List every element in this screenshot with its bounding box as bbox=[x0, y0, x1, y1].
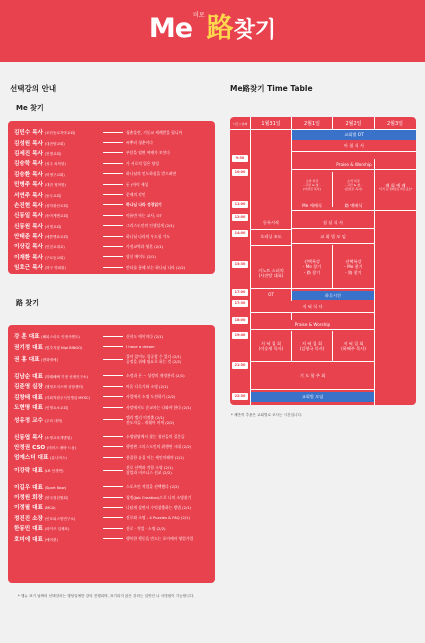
speaker-name bbox=[14, 149, 100, 157]
row-divider bbox=[251, 229, 292, 230]
lecture-topic: 부담을 털면 여배가 보인다 bbox=[126, 150, 170, 156]
day-header: 1월31일 bbox=[261, 121, 281, 127]
timetable-cell: 선택특강 - Me 찾기 - 路 찾기 bbox=[292, 251, 332, 283]
lecture-topic: 사망에서도 순교자는 나와야 한다 (2/1) bbox=[126, 404, 192, 410]
timetable-cell: 교 회 별 모 임 bbox=[292, 231, 374, 244]
speaker-name bbox=[14, 128, 100, 136]
lecture-item bbox=[14, 169, 209, 179]
timetable-title: Me路찾기 Time Table bbox=[230, 84, 313, 93]
connector-line bbox=[103, 246, 123, 247]
speaker-org: (한국청년협회) bbox=[44, 496, 69, 501]
timetable-cell: 등록시작 bbox=[251, 217, 291, 228]
connector-line bbox=[103, 256, 123, 257]
time-label: 22:30 bbox=[232, 393, 248, 400]
speaker-name bbox=[14, 416, 100, 424]
lecture-item bbox=[14, 523, 209, 533]
timetable-cell: Me 예배식 bbox=[292, 201, 332, 210]
lecture-item bbox=[14, 513, 209, 523]
speaker-org: (성주 치북항) bbox=[44, 162, 66, 167]
speaker-title: 엄예스더 대표 bbox=[14, 455, 49, 462]
speaker-name bbox=[14, 232, 100, 240]
timetable-corner: 시간 | 날짜 bbox=[232, 122, 248, 126]
speaker-title: 신동일 목사 bbox=[14, 213, 43, 220]
speaker-org: (에어편) bbox=[44, 537, 58, 542]
connector-line bbox=[103, 507, 123, 508]
lecture-topic: 진로와 소명 - 4 Puzzles & FAQ (2/1) bbox=[126, 515, 190, 521]
speaker-org: (인천교대교) bbox=[44, 245, 65, 250]
speaker-org: (하래해빠 기정 선세인구소) bbox=[44, 374, 88, 379]
speaker-title: 신동엽 목사 bbox=[14, 434, 43, 441]
column-divider bbox=[332, 117, 333, 130]
connector-line bbox=[103, 386, 123, 387]
timetable-cell: 하루시간 bbox=[292, 291, 374, 300]
column-divider bbox=[374, 117, 375, 130]
time-label: 18:00 bbox=[232, 317, 248, 324]
speaker-org: (주의 대학) bbox=[44, 418, 63, 423]
speaker-org: (구로동교회) bbox=[44, 255, 65, 260]
speaker-org: (행정초지스택 상담센터) bbox=[44, 385, 84, 390]
connector-line bbox=[103, 163, 123, 164]
speaker-org: (파이즈 입체표) bbox=[44, 527, 70, 532]
timetable-cell: 교회별 OT bbox=[292, 130, 416, 140]
timetable-cell: 소리 특강 - 고민 & 청 - (김진우 목사) bbox=[333, 172, 374, 200]
logo-miro: 미로 bbox=[193, 12, 205, 19]
connector-line bbox=[103, 225, 123, 226]
road-section-title: 路 찾기 bbox=[16, 299, 39, 307]
lecture-item bbox=[14, 231, 209, 241]
timetable-cell: 선택특강 - Me 찾기 - 路 찾기 bbox=[333, 251, 374, 283]
speaker-name bbox=[14, 524, 100, 532]
speaker-name bbox=[14, 201, 100, 209]
speaker-title: 이정원 회장 bbox=[14, 495, 43, 502]
lecture-item bbox=[14, 200, 209, 210]
speaker-org: (대전양교회) bbox=[44, 141, 65, 146]
speaker-org: (하구 학회원) bbox=[44, 266, 66, 271]
speaker-org: (사회적탄주식인생실 MYSC) bbox=[44, 395, 90, 400]
speaker-name bbox=[14, 466, 100, 474]
connector-line bbox=[103, 173, 123, 174]
lecture-item bbox=[14, 262, 209, 272]
me-lecture-list bbox=[8, 121, 215, 274]
lecture-topic: 소명답답에서 찾는 청년들의 질문들 bbox=[126, 433, 185, 439]
speaker-title: 이상길 목사 bbox=[14, 244, 43, 251]
time-label: 17:00 bbox=[232, 289, 248, 296]
lecture-item bbox=[14, 137, 209, 147]
lecture-topic: 나답게 살면서 수익창출하는 방법 (2/1) bbox=[126, 504, 192, 510]
connector-line bbox=[103, 528, 123, 529]
speaker-name bbox=[14, 242, 100, 250]
timetable-cell: 저 녁 집 회 (이승제 목사) bbox=[251, 332, 291, 360]
lecture-topic: 씨뿌러 청춘이다 bbox=[126, 140, 153, 146]
lecture-topic: 가정교역과 영혼 (2/1) bbox=[126, 243, 164, 249]
speaker-title: 한동민 대표 bbox=[14, 526, 43, 533]
lecture-topic: 진로 · 적업 · 소명 (2/2) bbox=[126, 525, 166, 531]
header-banner bbox=[0, 0, 425, 62]
timetable-cell: Praise & Worship bbox=[251, 320, 374, 330]
time-label: 14:00 bbox=[232, 230, 248, 237]
connector-line bbox=[103, 407, 123, 408]
lecture-item bbox=[14, 463, 209, 478]
speaker-title: 김남순 대표 bbox=[14, 373, 43, 380]
lecture-item bbox=[14, 533, 209, 543]
connector-line bbox=[103, 142, 123, 143]
lecture-item bbox=[14, 252, 209, 262]
day-header: 2월1일 bbox=[303, 121, 321, 127]
lecture-item bbox=[14, 179, 209, 189]
lecture-topic: 스포츠인 적업을 선택했다 (2/2) bbox=[126, 484, 180, 490]
speaker-org: (어생구교회) bbox=[44, 172, 65, 177]
speaker-org: (동두교회) bbox=[44, 193, 62, 198]
speaker-title: 민병주 목사 bbox=[14, 182, 43, 189]
connector-line bbox=[103, 236, 123, 237]
speaker-name bbox=[14, 403, 100, 411]
speaker-title: 안정권 CSO bbox=[14, 444, 46, 451]
connector-line bbox=[103, 132, 123, 133]
connector-line bbox=[103, 396, 123, 397]
lecture-topic: 엘리 엘리 이정출 (2/1) 전도자들 - 개쉐어 비색 (2/2) bbox=[126, 414, 175, 425]
lecture-item bbox=[14, 442, 209, 452]
speaker-name bbox=[14, 355, 100, 363]
speaker-name bbox=[14, 211, 100, 219]
speaker-title: 이재환 목사 bbox=[14, 254, 43, 261]
lecture-item bbox=[14, 381, 209, 391]
speaker-org: (조산동로저아교회) bbox=[44, 131, 76, 136]
timetable-cell: 교회별 모임 bbox=[251, 392, 374, 402]
speaker-name bbox=[14, 433, 100, 441]
time-label: 11:00 bbox=[232, 201, 248, 208]
timetable-cell: OT bbox=[251, 291, 291, 299]
lecture-item bbox=[14, 341, 209, 351]
connector-line bbox=[103, 436, 123, 437]
me-section-title: Me 찾기 bbox=[16, 104, 44, 112]
speaker-name bbox=[14, 514, 100, 522]
time-label: 12:00 bbox=[232, 214, 248, 221]
speaker-title: 호미에 대표 bbox=[14, 536, 43, 543]
timetable-cell: 기 도 합 주 회 bbox=[251, 363, 374, 390]
speaker-title: 김창태 대표 bbox=[14, 394, 43, 401]
connector-line bbox=[103, 346, 123, 347]
speaker-title: 김성원 목사 bbox=[14, 140, 43, 147]
speaker-title: 안태준 목사 bbox=[14, 234, 43, 241]
timetable-cell: 저 녁 집 회 (하혜주 목사) bbox=[333, 332, 374, 360]
column-divider bbox=[332, 245, 333, 289]
timetable-cell: 저 녁 식 사 bbox=[251, 301, 374, 313]
speaker-title: 이강락 대표 bbox=[14, 468, 43, 475]
speaker-org: (MCA) bbox=[44, 506, 56, 511]
lecture-topic: 청정(Job Creation)으로 나의 소명찾기 bbox=[126, 494, 192, 500]
column-divider bbox=[291, 130, 292, 330]
lecture-topic: 행정판 그리스도인의 취쟁면 시대 (2/2) bbox=[126, 444, 192, 450]
connector-line bbox=[103, 446, 123, 447]
speaker-title: 임호근 목사 bbox=[14, 265, 43, 272]
speaker-name bbox=[14, 332, 100, 340]
speaker-name bbox=[14, 222, 100, 230]
lecture-topic: 이름만 아는 교사, OT bbox=[126, 212, 162, 218]
lecture-topic: 돈 (아이 세상 bbox=[126, 181, 149, 187]
speaker-org: (진명교회) bbox=[44, 151, 62, 156]
timetable-cell: 키노트 스피치 (사진탕 대표) bbox=[251, 262, 291, 284]
speaker-name bbox=[14, 343, 100, 351]
lecture-item bbox=[14, 371, 209, 381]
speaker-name bbox=[14, 453, 100, 461]
lecture-item bbox=[14, 392, 209, 402]
connector-line bbox=[103, 267, 123, 268]
lecture-item bbox=[14, 431, 209, 441]
event-logo bbox=[0, 6, 425, 45]
speaker-name bbox=[14, 372, 100, 380]
lecture-topic: 마음 다루기와 소명 (2/1) bbox=[126, 383, 169, 389]
speaker-title: 이정필 대표 bbox=[14, 505, 43, 512]
time-label: 10:00 bbox=[232, 169, 248, 176]
lecture-topic: 사업에서 소명 도전하기 (2/2) bbox=[126, 394, 176, 400]
speaker-name bbox=[14, 159, 100, 167]
speaker-name bbox=[14, 535, 100, 543]
row-divider bbox=[251, 361, 374, 362]
speaker-name bbox=[14, 443, 100, 451]
lecture-item bbox=[14, 331, 209, 341]
timetable-cell: 저 녁 집 회 (김형국 목사) bbox=[292, 332, 332, 360]
lecture-topic: 하나님의 인도하심을 받으려면 bbox=[126, 171, 177, 177]
closing-sub: *우리 등 청바분표 마감 중요* bbox=[378, 188, 413, 191]
lecture-item bbox=[14, 482, 209, 492]
lecture-topic: 행복한 행동을 만드는 포이에마 영업가업 bbox=[126, 536, 194, 542]
lecture-item bbox=[14, 148, 209, 158]
speaker-org: (서명교회) bbox=[44, 224, 62, 229]
row-divider bbox=[292, 210, 416, 211]
column-divider bbox=[291, 331, 292, 362]
lecture-topic: I have a dream bbox=[126, 344, 155, 350]
connector-line bbox=[103, 486, 123, 487]
lecture-topic: 절이 았이도 성공할 수 있다 (2/1) 공정을 위해 필요로 하는 것 (2/2) bbox=[126, 354, 182, 365]
lecture-topic: 문제의 각인 bbox=[126, 191, 146, 197]
speaker-org: (해피스마트 인생사엔트) bbox=[41, 335, 80, 340]
speaker-name bbox=[14, 503, 100, 511]
speaker-title: 권기정 대표 bbox=[14, 344, 43, 351]
time-label: 19:40 bbox=[232, 332, 248, 339]
speaker-name bbox=[14, 493, 100, 501]
speaker-title: 신동원 목사 bbox=[14, 223, 43, 230]
connector-line bbox=[103, 336, 123, 337]
timetable-cell: 오리닝 조도 bbox=[251, 231, 291, 243]
timetable-cell bbox=[375, 172, 416, 202]
speaker-name bbox=[14, 393, 100, 401]
connector-line bbox=[103, 470, 123, 471]
lecture-item bbox=[14, 452, 209, 462]
speaker-title: 김준영 실장 bbox=[14, 384, 43, 391]
lecture-item bbox=[14, 221, 209, 231]
speaker-title: 김승학 목사 bbox=[14, 161, 43, 168]
column-divider bbox=[291, 117, 292, 130]
speaker-org: (변화에에) bbox=[41, 358, 58, 363]
speaker-title: 도현명 대표 bbox=[14, 405, 43, 412]
connector-line bbox=[103, 194, 123, 195]
connector-line bbox=[103, 538, 123, 539]
connector-line bbox=[103, 359, 123, 360]
closing-label: 폐 회 예 배 bbox=[385, 182, 406, 188]
speaker-name bbox=[14, 483, 100, 491]
lecture-item bbox=[14, 352, 209, 367]
lecture-item bbox=[14, 412, 209, 427]
time-label: 21:30 bbox=[232, 362, 248, 369]
road-lecture-list bbox=[8, 325, 215, 583]
speaker-org: (인포피스빙연구소) bbox=[44, 516, 76, 521]
lecture-topic: 하나님 나라의 우드칭 기도 bbox=[126, 233, 170, 239]
speaker-title: 정진진 소장 bbox=[14, 515, 43, 522]
connector-line bbox=[103, 152, 123, 153]
speaker-title: 성유정 교수 bbox=[14, 417, 43, 424]
speaker-org: (Sport Now) bbox=[44, 485, 67, 490]
lecture-topic: 안타를 통해 보는 하나님 나라 (2/2) bbox=[126, 264, 186, 270]
lecture-topic: 풍질한 유질 어는 세인이해야 (2/1) bbox=[126, 454, 184, 460]
time-label: 15:30 bbox=[232, 261, 248, 268]
row-divider bbox=[251, 245, 292, 246]
lecture-item bbox=[14, 210, 209, 220]
speaker-title: 권 홍 대표 bbox=[14, 357, 40, 364]
speaker-org: (인명요소교회) bbox=[44, 406, 69, 411]
speaker-title: 김세진 목사 bbox=[14, 150, 43, 157]
lecture-item bbox=[14, 241, 209, 251]
speaker-org: (유니버스) bbox=[50, 456, 67, 461]
timetable-cell: 점 심 식 사 bbox=[292, 218, 374, 229]
column-divider bbox=[332, 331, 333, 362]
time-label: 17:30 bbox=[232, 300, 248, 307]
connector-line bbox=[103, 375, 123, 376]
connector-line bbox=[103, 517, 123, 518]
speaker-name bbox=[14, 263, 100, 271]
timetable-cell: 아 침 식 사 bbox=[292, 141, 416, 152]
row-divider bbox=[251, 288, 374, 289]
lecture-item bbox=[14, 502, 209, 512]
speaker-org: (멈추지않 Nipi BINGO) bbox=[44, 345, 83, 350]
lecture-item bbox=[14, 402, 209, 412]
speaker-title: 손진현 목사 bbox=[14, 202, 43, 209]
footnote: * 행뉴 표기 날짜의 선택강의는 행당일에만 강의 진행되며, 표기되지 않은 강의는 일반인 나 서명원이 가능합니다. bbox=[18, 594, 195, 598]
lecture-topic: 진로 선택과 적합 소명 (2/1) 창업과 비즈니스 선교 (2/2) bbox=[126, 464, 173, 476]
lecture-topic: 가 서로의 일은 양성 bbox=[126, 160, 159, 166]
day-header: 2월3일 bbox=[386, 121, 404, 127]
connector-line bbox=[103, 419, 123, 420]
lecture-topic: 당신 메이도 (2/1) bbox=[126, 254, 156, 260]
speaker-org: (성하광산교회) bbox=[44, 203, 69, 208]
column-divider bbox=[374, 207, 375, 405]
lecture-topic: 하나님 나라 성경읽기 bbox=[126, 202, 162, 208]
connector-line bbox=[103, 184, 123, 185]
lecture-topic: 그리스도인의 인생설계 (2/1) bbox=[126, 223, 175, 229]
speaker-title: 김승환 목사 bbox=[14, 171, 43, 178]
speaker-org: (예쁜엔죠교회) bbox=[44, 235, 69, 240]
timetable bbox=[230, 117, 416, 405]
timetable-cell: 소리 특강 - 고민 & 청 - (이상진 목사) bbox=[292, 172, 332, 200]
logo-road: 路 bbox=[206, 13, 234, 44]
speaker-org: (대전 청북항) bbox=[44, 183, 66, 188]
speaker-org: (비어스 팬바 느움) bbox=[46, 445, 77, 450]
timetable-cell: Praise & Worship bbox=[292, 160, 416, 170]
connector-line bbox=[103, 457, 123, 458]
lecture-topic: 신비도 에이미다 (2/1) bbox=[126, 333, 164, 339]
logo-me: Me bbox=[148, 13, 193, 44]
speaker-name bbox=[14, 382, 100, 390]
speaker-org: (소명교육개발원) bbox=[44, 435, 72, 440]
lecture-item bbox=[14, 492, 209, 502]
lecture-item bbox=[14, 127, 209, 137]
guide-title: 선택강의 안내 bbox=[10, 84, 57, 93]
speaker-name bbox=[14, 170, 100, 178]
speaker-org: (송아게엔교회) bbox=[44, 214, 69, 219]
connector-line bbox=[103, 215, 123, 216]
speaker-name bbox=[14, 191, 100, 199]
speaker-name bbox=[14, 139, 100, 147]
logo-chatgi: 찾기 bbox=[233, 18, 277, 43]
speaker-name bbox=[14, 253, 100, 261]
timetable-cell: 路 예배식 bbox=[333, 201, 374, 210]
speaker-title: 서연주 목사 bbox=[14, 192, 43, 199]
connector-line bbox=[103, 204, 123, 205]
lecture-item bbox=[14, 158, 209, 168]
speaker-org: (LR 인생연) bbox=[44, 469, 64, 474]
speaker-title: 이길우 대표 bbox=[14, 484, 43, 491]
speaker-name bbox=[14, 180, 100, 188]
speaker-title: 강 훈 대표 bbox=[14, 334, 40, 341]
lecture-topic: 소정과 돈 ~ 성정의 재정관리 (2/1) bbox=[126, 373, 185, 379]
lecture-item bbox=[14, 189, 209, 199]
time-label: 9:30 bbox=[232, 155, 248, 162]
day-header: 2월2일 bbox=[345, 121, 362, 127]
timetable-note: * 제반적 추품은 교회별로 조사는 시간입니다. bbox=[231, 413, 303, 417]
lecture-topic: 청춘훈련, 기동교 세례받을 됩니까 bbox=[126, 129, 183, 135]
speaker-title: 김민수 목사 bbox=[14, 130, 43, 137]
column-divider bbox=[374, 159, 375, 207]
connector-line bbox=[103, 497, 123, 498]
